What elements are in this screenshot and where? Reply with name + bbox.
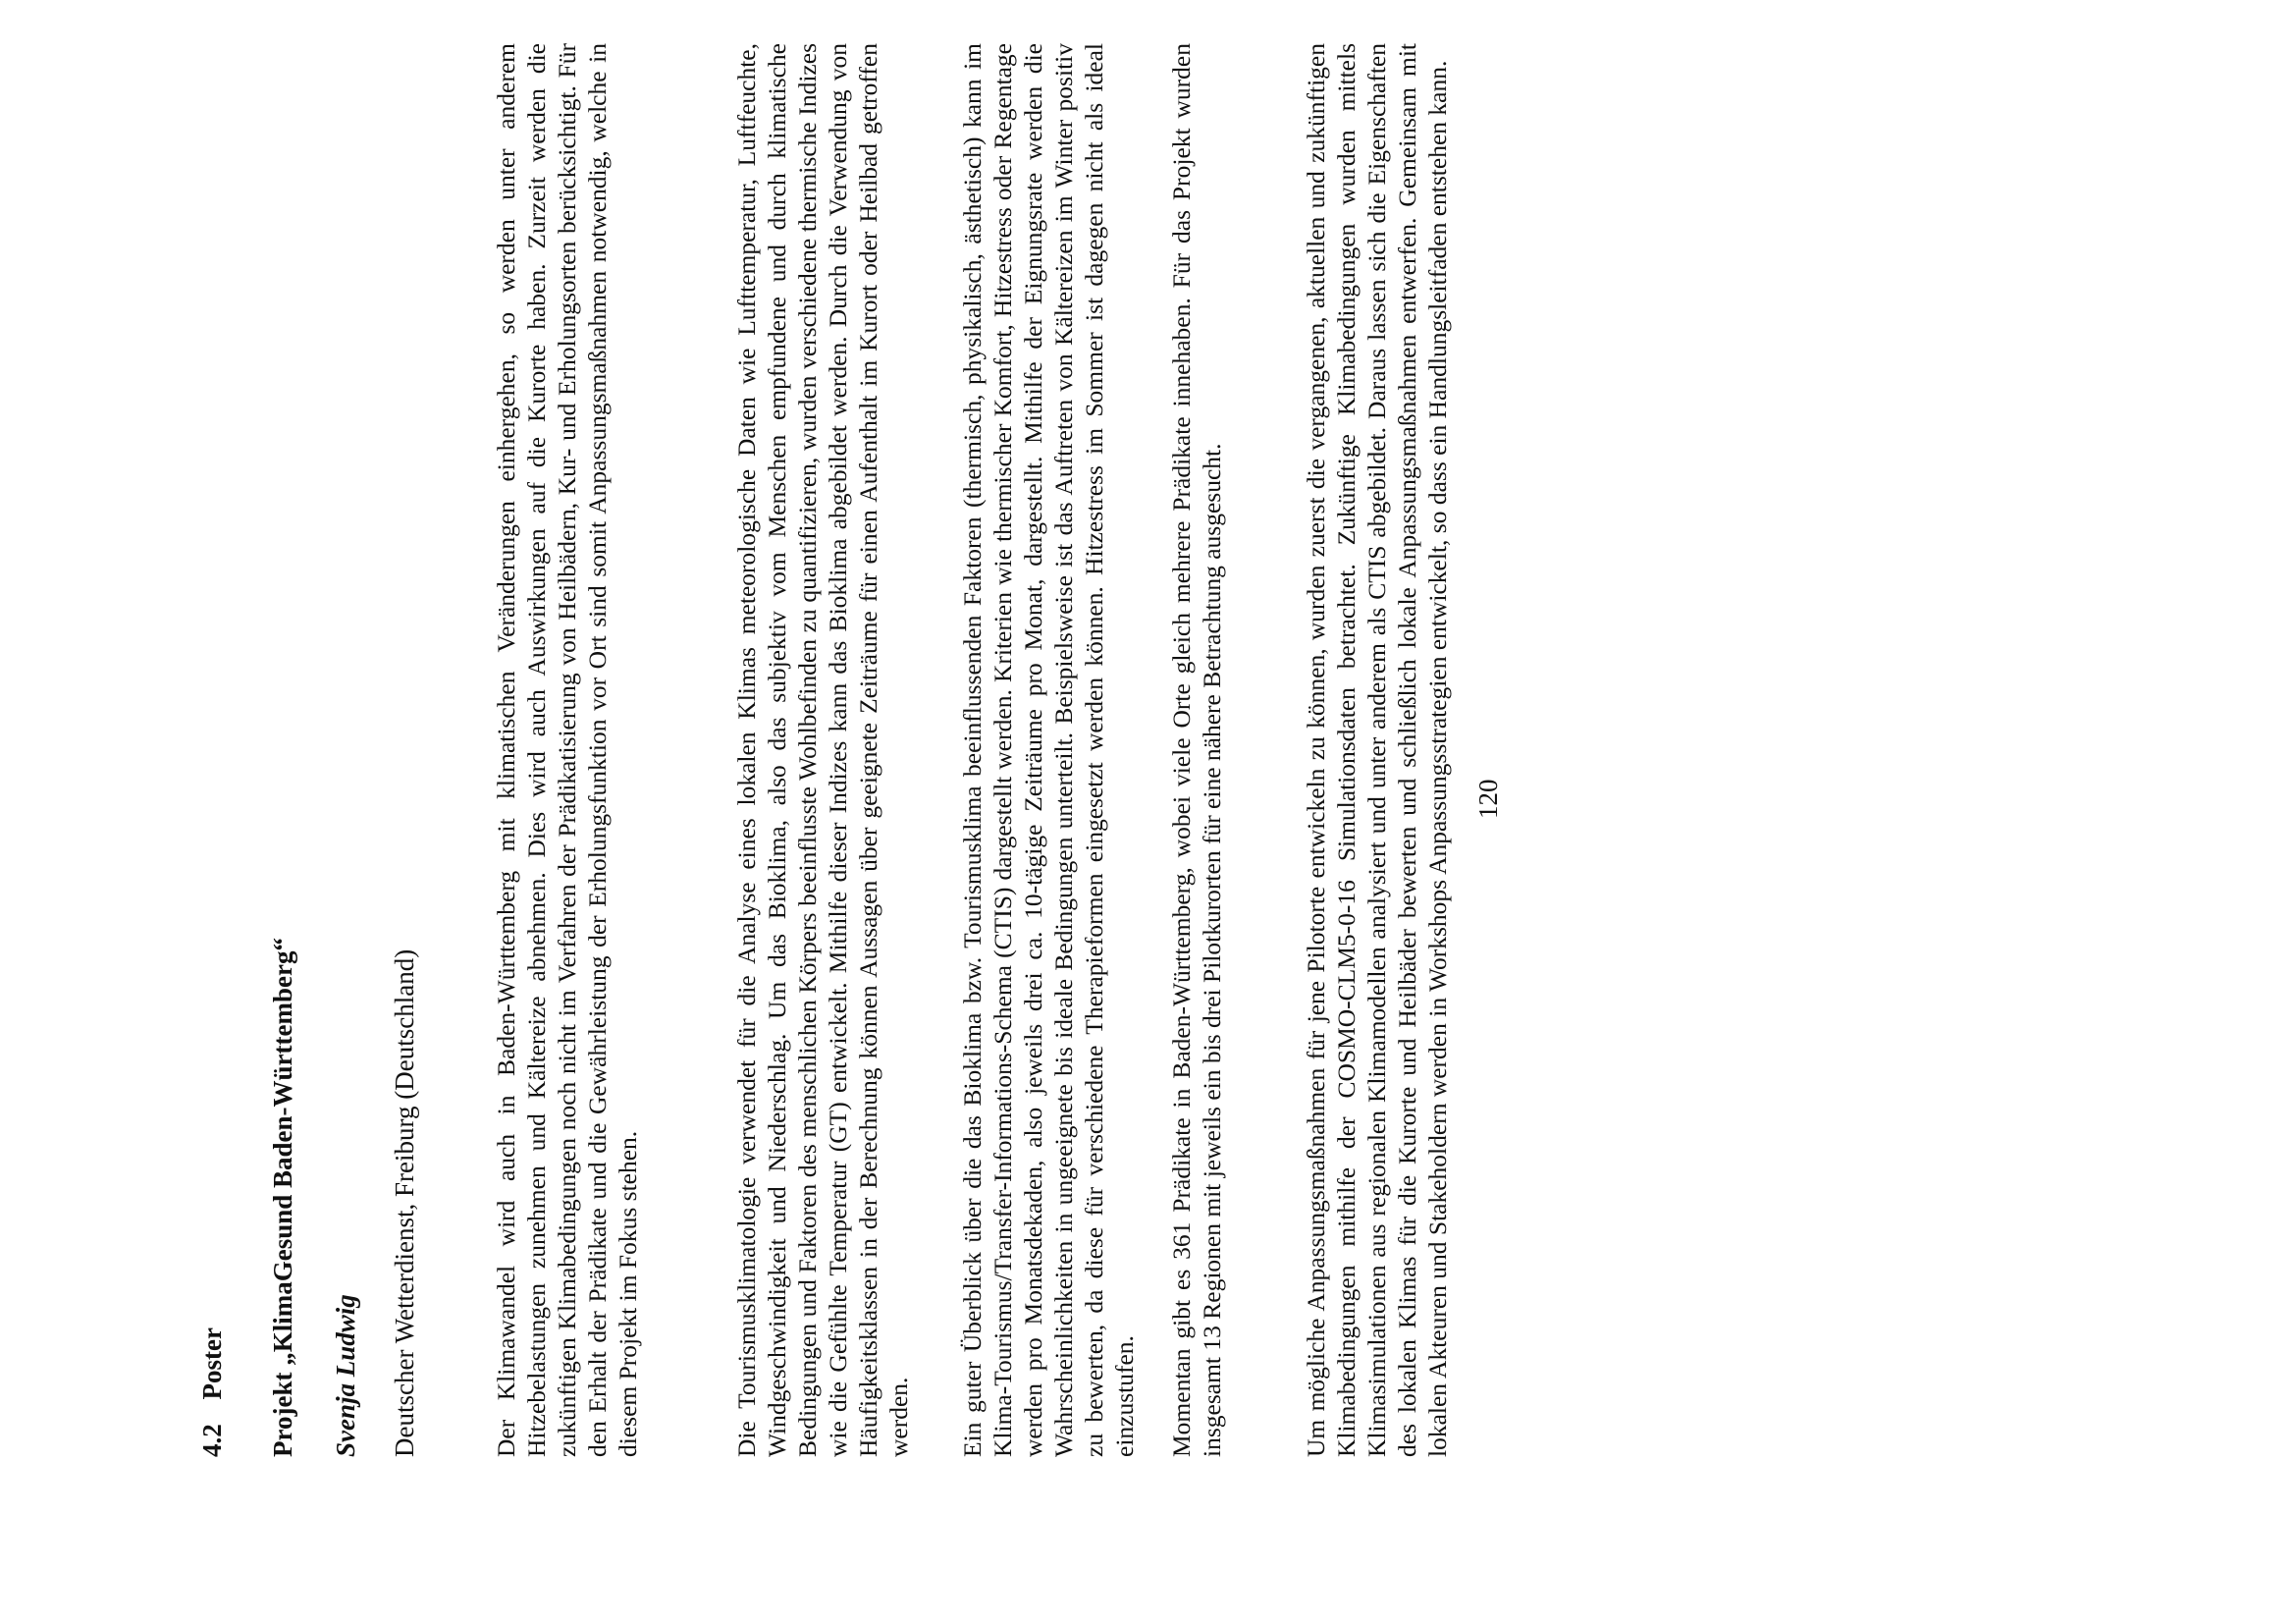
author-affiliation: Deutscher Wetterdienst, Freiburg (Deutschland): [390, 948, 419, 1457]
author-name: Svenja Ludwig: [331, 1294, 360, 1457]
section-title: Poster: [197, 1327, 227, 1400]
paragraph-adaptation: Um mögliche Anpassungsmaßnahmen für jene Pilotorte entwickeln zu können, wurden zuerst die vergangenen, aktuellen und zukünftigen Klimabedingungen mithilfe der COSMO-CLM5-0-16 Simulationsdaten betrachtet. Zukünftige Klimabedingungen wurden mittels Klimasimulationen aus regionalen Klimamodellen analysiert und unter anderem als CTIS abgebildet. Daraus lassen sich die Eigenschaften des lokalen Klimas für die Kurorte und Heilbäder bewerten und schließlich lokale Anpassungsmaßnahmen entwerfen. Gemeinsam mit lokalen Akteuren und Stakeholdern werden in Workshops Anpassungsstrategien entwickelt, so dass ein Handlungsleitfaden entstehen kann.: [1302, 43, 1452, 1457]
section-heading: [196, 1327, 228, 1457]
page-number: 120: [1473, 779, 1503, 819]
paragraph-intro: Der Klimawandel wird auch in Baden-Württemberg mit klimatischen Veränderungen einhergehen, so werden unter anderem Hitzebelastungen zunehmen und Kältereize abnehmen. Dies wird auch Auswirkungen auf die Kurorte haben. Zurzeit werden die zukünftigen Klimabedingungen noch nicht im Verfahren der Prädikatisierung von Heilbädern, Kur- und Erholungsorten berücksichtigt. Für den Erhalt der Prädikate und die Gewährleistung der Erholungsfunktion vor Ort sind somit Anpassungsmaßnahmen notwendig, welche in diesem Projekt im Fokus stehen.: [492, 43, 642, 1457]
project-title: Projekt „KlimaGesund Baden-Württemberg“: [268, 938, 297, 1457]
paragraph-predicates: Momentan gibt es 361 Prädikate in Baden-Württemberg, wobei viele Orte gleich mehrere Prädikate innehaben. Für das Projekt wurden insgesamt 13 Regionen mit jeweils ein bis drei Pilotkurorten für eine nähere Betrachtung ausgesucht.: [1167, 43, 1226, 1457]
paragraph-tourism-climatology: Die Tourismusklimatologie verwendet für die Analyse eines lokalen Klimas meteorologische Daten wie Lufttemperatur, Luftfeuchte, Windgeschwindigkeit und Niederschlag. Um das Bioklima, also das subjektiv vom Menschen empfundene und durch klimatische Bedingungen und Faktoren des menschlichen Körpers beeinflusste Wohlbefinden zu quantifizieren, wurden verschiedene thermische Indizes wie die Gefühlte Temperatur (GT) entwickelt. Mithilfe dieser Indizes kann das Bioklima abgebildet werden. Durch die Verwendung von Häufigkeitsklassen in der Berechnung können Aussagen über geeignete Zeiträume für einen Aufenthalt im Kurort oder Heilbad getroffen werden.: [732, 43, 913, 1457]
paragraph-ctis: Ein guter Überblick über die das Bioklima bzw. Tourismusklima beeinflussenden Faktoren (thermisch, physikalisch, ästhetisch) kann im Klima-Tourismus/Transfer-Informations-Schema (CTIS) dargestellt werden. Kriterien wie thermischer Komfort, Hitzestress oder Regentage werden pro Monatsdekaden, also jeweils drei ca. 10-tägige Zeiträume pro Monat, dargestellt. Mithilfe der Eignungsrate werden die Wahrscheinlichkeiten in ungeeignete bis ideale Bedingungen unterteilt. Beispielsweise ist das Auftreten von Kältereizen im Winter positiv zu bewerten, da diese für verschiedene Therapieformen eingesetzt werden können. Hitzestress im Sommer ist dagegen nicht als ideal einzustufen.: [958, 43, 1139, 1457]
section-number: 4.2: [197, 1424, 227, 1457]
